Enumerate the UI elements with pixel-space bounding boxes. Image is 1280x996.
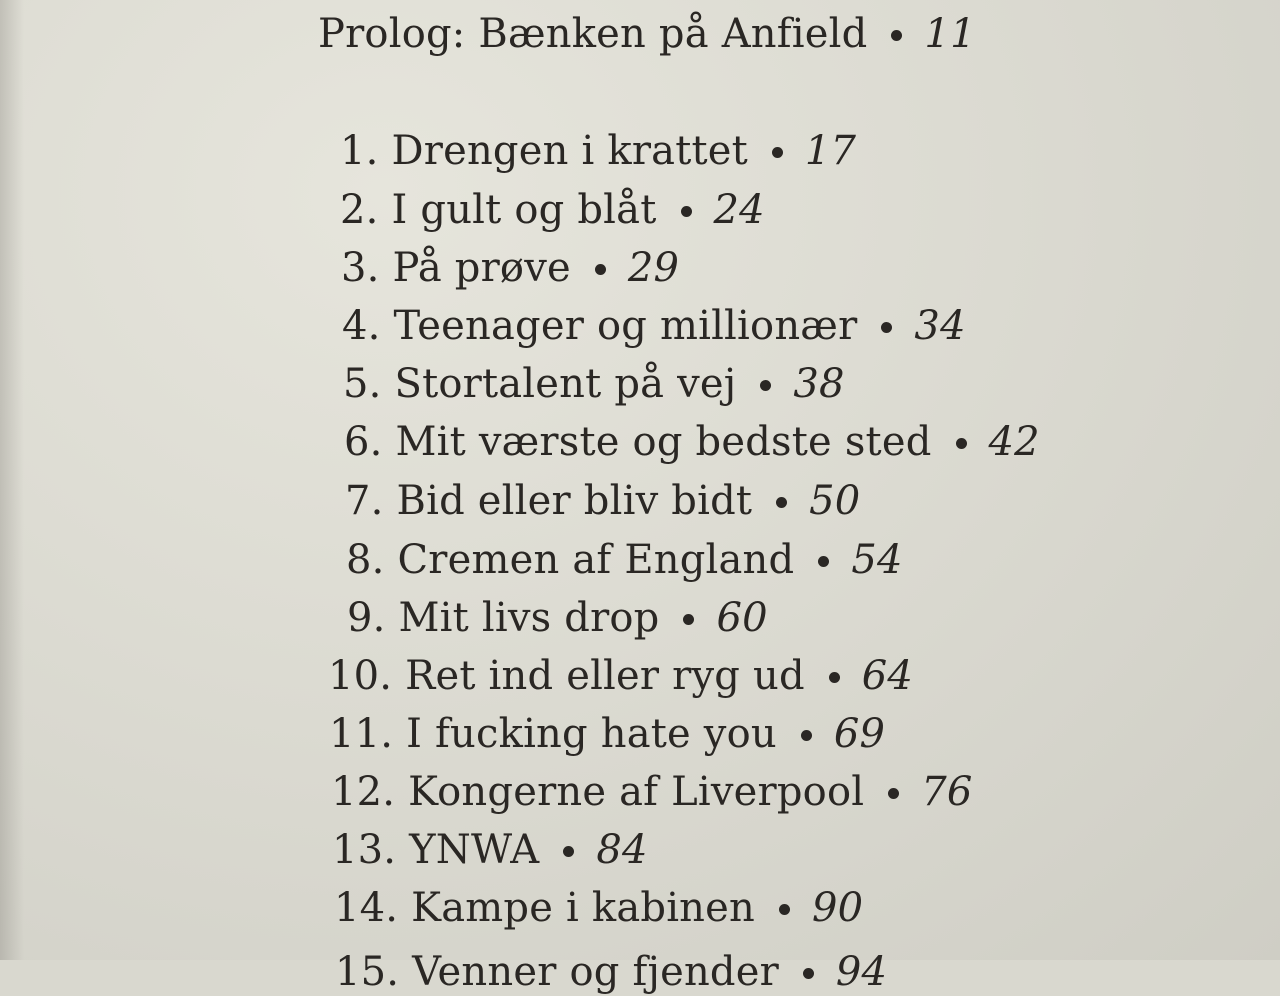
- toc-entry: [342, 302, 966, 350]
- bullet-icon: [801, 730, 812, 741]
- toc-entry: [340, 186, 765, 234]
- toc-entry: [345, 477, 860, 525]
- toc-entry-page: 42: [988, 419, 1040, 465]
- toc-entry-number: 13.: [332, 827, 397, 873]
- toc-entry-title: Teenager og millionær: [393, 303, 858, 349]
- toc-entry-title: I fucking hate you: [406, 711, 777, 757]
- toc-entry-title: Stortalent på vej: [394, 361, 737, 407]
- bullet-icon: [881, 322, 892, 333]
- toc-entry: [344, 418, 1040, 466]
- toc-entry-title: Kampe i kabinen: [411, 885, 755, 931]
- toc-entry-page: 84: [596, 827, 648, 873]
- toc-entry-number: 3.: [341, 245, 380, 291]
- toc-entry-page: 17: [804, 128, 857, 174]
- toc-entry-page: 24: [713, 187, 765, 233]
- bullet-icon: [829, 672, 840, 683]
- toc-entry-page: 76: [921, 769, 973, 815]
- bullet-icon: [760, 380, 771, 391]
- toc-entry-page: 94: [835, 949, 888, 995]
- toc-entry-page: 64: [861, 653, 914, 699]
- toc-entry-title: På prøve: [392, 245, 571, 291]
- toc-entry: [347, 594, 768, 642]
- toc-entry-partial: [335, 938, 888, 995]
- toc-entry: [340, 127, 856, 175]
- toc-entry: [334, 884, 863, 932]
- toc-entry-page: 50: [809, 478, 861, 524]
- toc-entry-title: Ret ind eller ryg ud: [405, 653, 805, 699]
- toc-entry-number: 11.: [329, 711, 394, 757]
- toc-entry: [331, 768, 973, 816]
- bullet-icon: [803, 968, 814, 979]
- toc-entry-number: 10.: [328, 653, 393, 699]
- bullet-icon: [818, 556, 829, 567]
- toc-entry-number: 4.: [342, 303, 381, 349]
- bullet-icon: [956, 438, 967, 449]
- toc-entry-number: 1.: [340, 128, 379, 174]
- toc-entry-title: Bid eller bliv bidt: [396, 478, 753, 524]
- toc-entry-title: Mit værste og bedste sted: [395, 419, 932, 465]
- bullet-icon: [563, 846, 574, 857]
- toc-entry-number: 9.: [347, 595, 386, 641]
- bullet-icon: [891, 30, 902, 41]
- toc-entry: [332, 826, 648, 874]
- toc-entry-number: 8.: [346, 537, 385, 583]
- toc-entry-number: 5.: [343, 361, 382, 407]
- toc-entry: [341, 244, 679, 292]
- toc-entry-page: 38: [793, 361, 845, 407]
- toc-entry-number: 12.: [331, 769, 396, 815]
- bullet-icon: [888, 788, 899, 799]
- toc-entry-page: 54: [851, 537, 903, 583]
- toc-entry-title: Venner og fjender: [412, 949, 779, 995]
- bullet-icon: [772, 147, 783, 158]
- toc-entry-number: 15.: [335, 949, 400, 995]
- toc-entry-number: 14.: [334, 885, 399, 931]
- toc-entry-page: 34: [914, 303, 966, 349]
- toc-entry-page: 29: [627, 245, 680, 291]
- bullet-icon: [779, 904, 790, 915]
- toc-entry-title: Mit livs drop: [398, 595, 660, 641]
- toc-entry-title: Cremen af England: [397, 537, 795, 583]
- toc-entry-page: 90: [811, 885, 864, 931]
- toc-entry-title: Drengen i krattet: [391, 128, 748, 174]
- toc-entry: [343, 360, 845, 408]
- toc-prolog: [318, 10, 976, 58]
- bullet-icon: [595, 264, 606, 275]
- toc-entry-title: I gult og blåt: [391, 187, 657, 233]
- toc-prolog-page: 11: [924, 11, 976, 57]
- toc-prolog-title: Prolog: Bænken på Anfield: [318, 11, 868, 57]
- toc-entry-number: 6.: [344, 419, 383, 465]
- toc-entry-page: 69: [833, 711, 886, 757]
- toc-entry-number: 7.: [345, 478, 384, 524]
- bullet-icon: [776, 497, 787, 508]
- toc-entry: [329, 710, 885, 758]
- bullet-icon: [683, 614, 694, 625]
- bullet-icon: [681, 206, 692, 217]
- toc-entry-page: 60: [716, 595, 768, 641]
- toc-entry-title: Kongerne af Liverpool: [408, 769, 865, 815]
- toc-entry-number: 2.: [340, 187, 379, 233]
- toc-entry: [328, 652, 913, 700]
- toc-entry-title: YNWA: [409, 827, 540, 873]
- toc-entry: [346, 536, 903, 584]
